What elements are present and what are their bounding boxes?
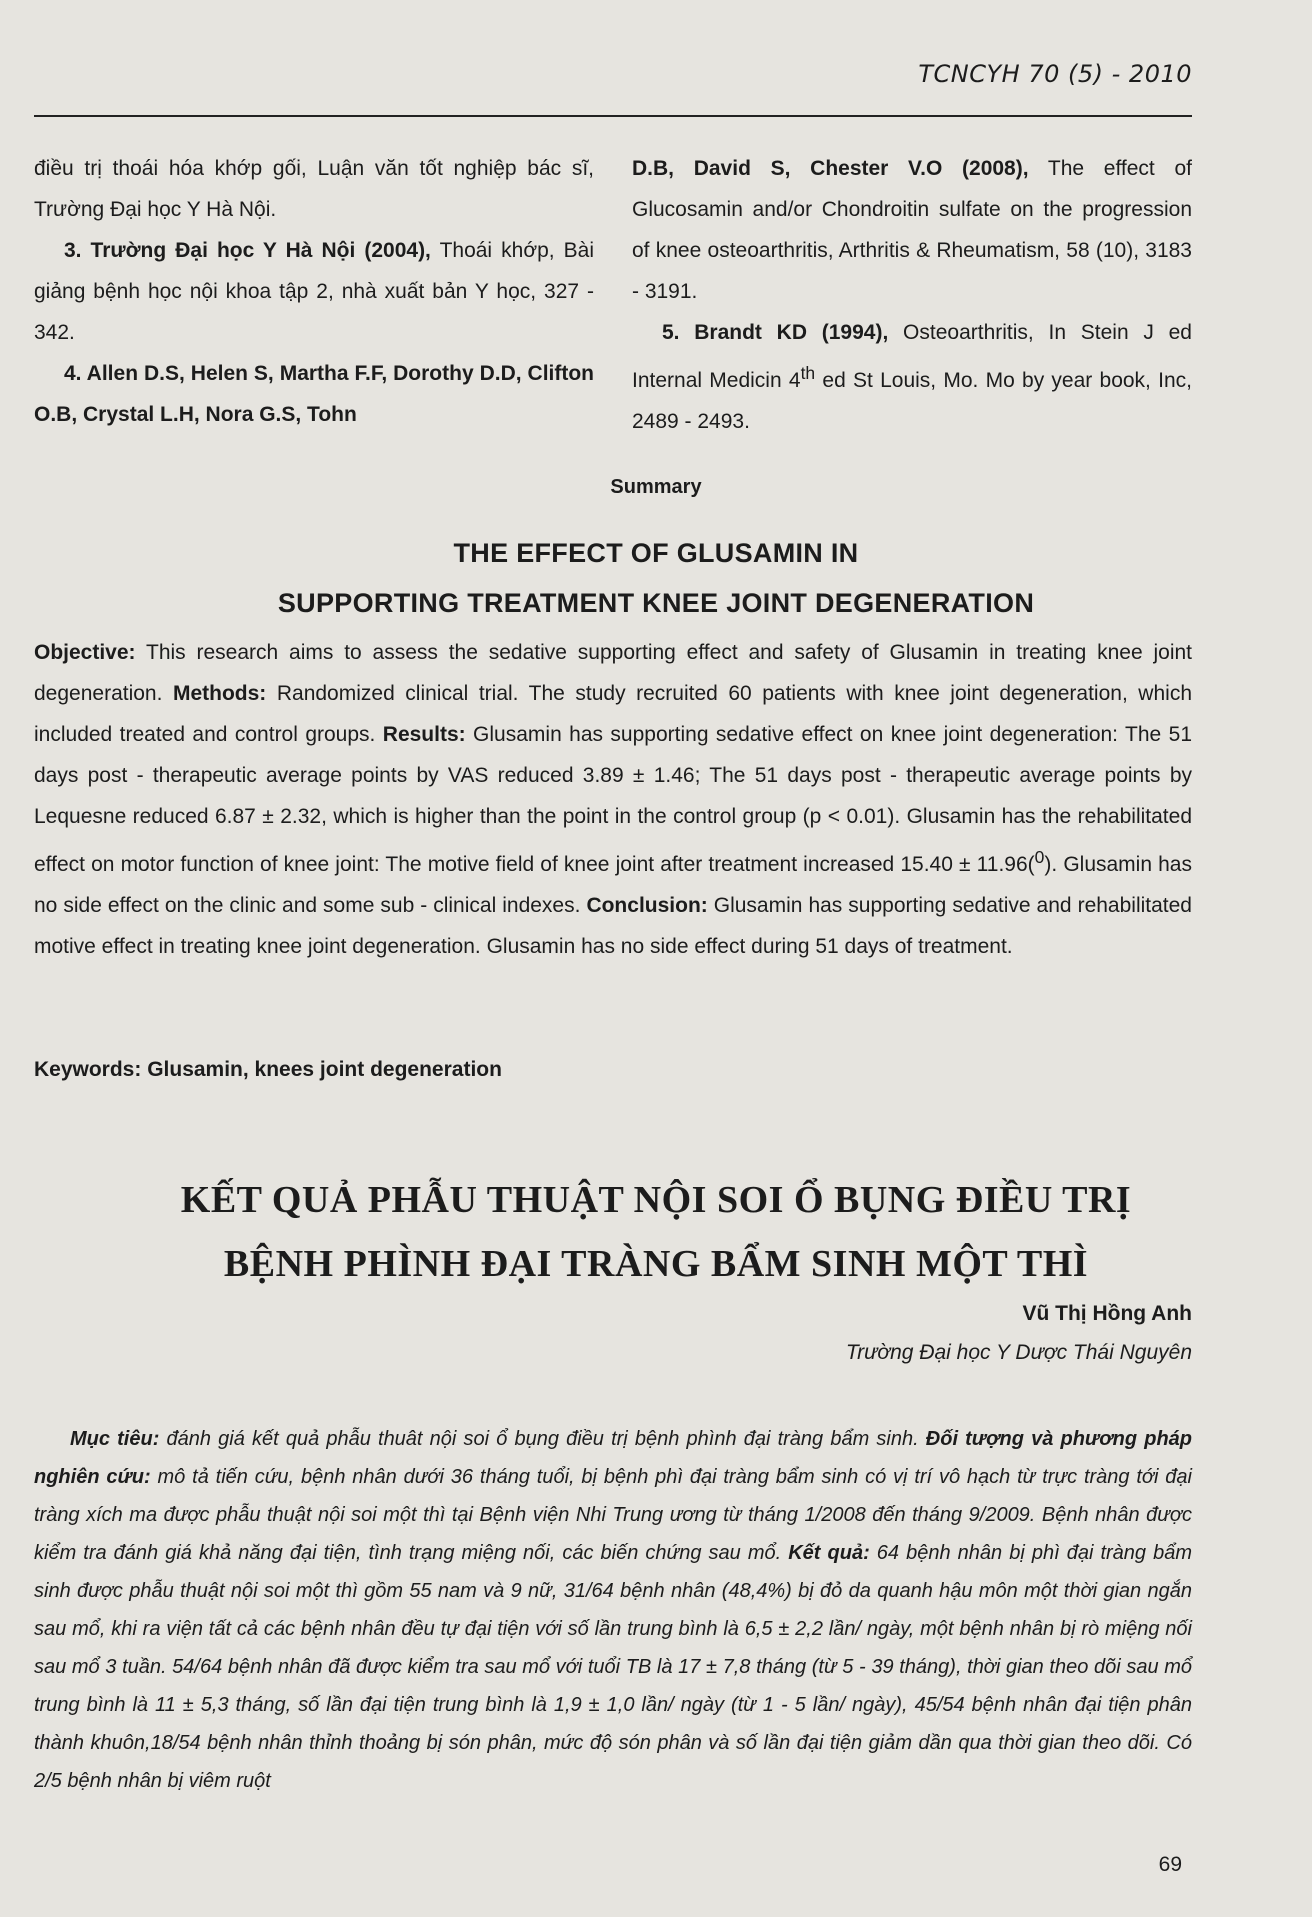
journal-reference: TCNCYH 70 (5) - 2010 — [918, 60, 1192, 88]
methods-label: Methods: — [172, 682, 267, 705]
objective-text: This research aims to assess the sedative supporting effect and safety of Glusamin in treating knee joint degeneration. — [34, 641, 1192, 705]
reference-4-text: The effect of Glucosamin and/or Chondroitin sulfate on the progression of knee osteoarthritis, Arthritis & Rheumatism, 58 (10), 3183 - 3191. — [632, 157, 1192, 303]
reference-4-author-tail: D.B, David S, Chester V.O (2008), — [632, 157, 1029, 180]
author-affiliation: Trường Đại học Y Dược Thái Nguyên — [845, 1341, 1192, 1364]
reference-5-superscript: th — [800, 363, 816, 383]
references-left-column — [34, 148, 594, 442]
english-title-line-2: SUPPORTING TREATMENT KNEE JOINT DEGENERATION — [277, 588, 1035, 618]
aim-text: đánh giá kết quả phẫu thuât nội soi ổ bụng điều trị bệnh phình đại tràng bẩm sinh. — [159, 1428, 926, 1450]
header-divider — [34, 115, 1192, 117]
reference-5-text-a: Osteoarthritis, In Stein J ed Internal Medicin 4 — [632, 321, 1192, 392]
english-abstract — [34, 632, 1192, 967]
conclusion-text: Glusamin has supporting sedative and rehabilitated motive effect in treating knee joint degeneration. Glusamin has no side effect during 51 days of treatment. — [34, 894, 1192, 958]
article-title-line-2: BỆNH PHÌNH ĐẠI TRÀNG BẨM SINH MỘT THÌ — [223, 1243, 1089, 1285]
article-title-line-1: KẾT QUẢ PHẪU THUẬT NỘI SOI Ổ BỤNG ĐIỀU TRỊ — [180, 1179, 1132, 1221]
page-number: 69 — [1158, 1853, 1182, 1876]
references-right-column — [632, 148, 1192, 442]
results-text-continued: ). Glusamin has no side effect on the clinic and some sub - clinical indexes. — [34, 853, 1192, 917]
summary-label: Summary — [610, 476, 702, 498]
reference-3-text: Thoái khớp, Bài giảng bệnh học nội khoa tập 2, nhà xuất bản Y học, 327 - 342. — [34, 239, 594, 344]
vietnamese-abstract — [34, 1420, 1192, 1800]
reference-4-author: 4. Allen D.S, Helen S, Martha F.F, Dorothy D.D, Clifton O.B, Crystal L.H, Nora G.S, Tohn — [34, 362, 594, 426]
article-title — [0, 1168, 1312, 1296]
vn-results-text: 64 bệnh nhân bị phì đại tràng bẩm sinh được phẫu thuật nội soi một thì gồm 55 nam và 9 nữ, 31/64 bệnh nhân (48,4%) bị đỏ da quanh hậu môn một thời gian ngắn sau mổ, khi ra viện tất cả các bệnh nhân đều tự đại tiện với số lần trung bình là 6,5 ± 2,2 lần/ ngày, một bệnh nhân bị rò miệng nối sau mổ 3 tuần. 54/64 bệnh nhân đã được kiểm tra sau mổ với tuổi TB là 17 ± 7,8 tháng (từ 5 - 39 tháng), thời gian theo dõi sau mổ trung bình là 11 ± 5,3 tháng, số lần đại tiện trung bình là 1,9 ± 1,0 lần/ ngày (từ 1 - 5 lần/ ngày), 45/54 bệnh nhân đại tiện phân thành khuôn,18/54 bệnh nhân thỉnh thoảng bị són phân, mức độ són phân và số lần đại tiện giảm dần qua thời gian theo dõi. Có 2/5 bệnh nhân bị viêm ruột — [34, 1542, 1193, 1792]
english-title-line-1: THE EFFECT OF GLUSAMIN IN — [453, 538, 859, 568]
objective-label: Objective: — [34, 641, 136, 664]
reference-2-tail: điều trị thoái hóa khớp gối, Luận văn tốt nghiệp bác sĩ, Trường Đại học Y Hà Nội. — [34, 157, 594, 221]
degree-superscript: 0 — [1034, 847, 1045, 867]
reference-5-text-b: ed St Louis, Mo. Mo by year book, Inc, 2489 - 2493. — [632, 369, 1192, 433]
reference-3 — [34, 230, 594, 353]
conclusion-label: Conclusion: — [586, 894, 708, 917]
reference-4-end — [632, 148, 1192, 312]
references-section — [34, 148, 1192, 442]
author-name: Vũ Thị Hồng Anh — [1022, 1302, 1192, 1325]
subjects-text: mô tả tiến cứu, bệnh nhân dưới 36 tháng tuổi, bị bệnh phì đại tràng bẩm sinh có vị trí vô hạch từ trực tràng tới đại tràng xích ma được phẫu thuật nội soi một thì tại Bệnh viện Nhi Trung ương từ tháng 1/2008 đến tháng 9/2009. Bệnh nhân được kiểm tra đánh giá khả năng đại tiện, tình trạng miệng nối, các biến chứng sau mổ. — [34, 1466, 1192, 1564]
reference-4-start — [34, 353, 594, 435]
subjects-label: Đối tượng và phương pháp nghiên cứu: — [34, 1428, 1192, 1488]
aim-label: Mục tiêu: — [70, 1428, 160, 1450]
reference-3-author: 3. Trường Đại học Y Hà Nội (2004), — [64, 239, 431, 262]
keywords: Keywords: Glusamin, knees joint degeneration — [34, 1058, 502, 1081]
vn-results-label: Kết quả: — [788, 1542, 870, 1564]
results-label: Results: — [382, 723, 466, 746]
methods-text: Randomized clinical trial. The study recruited 60 patients with knee joint degeneration, which included treated and control groups. — [34, 682, 1192, 746]
reference-5-author: 5. Brandt KD (1994), — [662, 321, 889, 344]
reference-5 — [632, 312, 1192, 442]
english-title — [0, 528, 1312, 628]
results-text: Glusamin has supporting sedative effect on knee joint degeneration: The 51 days post - therapeutic average points by VAS reduced 3.89 ± 1.46; The 51 days post - therapeutic average points by Lequesne reduced 6.87 ± 2.32, which is higher than the point in the control group (p < 0.01). Glusamin has the rehabilitated effect on motor function of knee joint: The motive field of knee joint after treatment increased 15.40 ± 11.96( — [34, 723, 1192, 876]
